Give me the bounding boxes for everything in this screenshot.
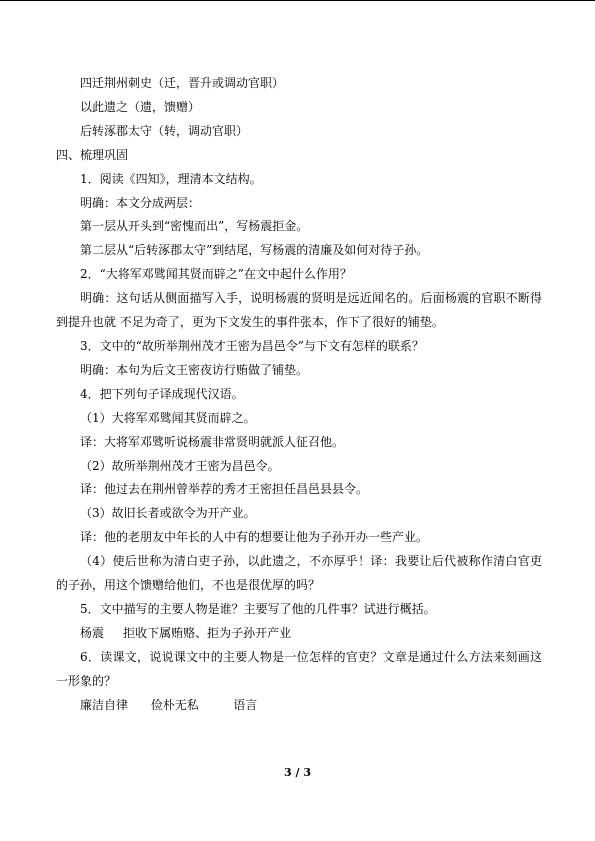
vocab-line-2: 以此遗之（遗，馈赠） [80,99,201,114]
page-number: 3 / 3 [284,766,311,779]
vocab-line-1: 四迁荆州刺史（迁，晋升或调动官职） [80,76,285,90]
answer-5: 杨震 拒收下属贿赂、拒为子孙开产业 [80,625,292,640]
section-heading: 四、梳理巩固 [56,147,129,162]
answer-3: 明确：本句为后文王密夜访行贿做了铺垫。 [80,362,309,377]
translation-1: 译：大将军邓骘听说杨震非常贤明就派人征召他。 [80,434,345,449]
answer-1-part-1: 第一层从开头到“密愧而出”，写杨震拒金。 [80,219,309,234]
question-6: 6．读课文，说说课文中的主要人物是一位怎样的官吏？文章是通过什么方法来刻画这一形象的？ [56,649,542,688]
header-rule [0,0,595,1]
question-3: 3．文中的“故所举荆州茂才王密为昌邑令”与下文有怎样的联系？ [80,338,424,353]
translation-3: 译：他的老朋友中年长的人中有的想要让他为子孙开办一些产业。 [80,530,429,545]
sentence-2: （2）故所举荆州茂才王密为昌邑令。 [80,458,280,473]
sentence-1: （1）大将军邓骘闻其贤而辟之。 [80,410,256,425]
vocab-line-3: 后转涿郡太守（转，调动官职） [80,123,249,138]
question-1: 1．阅读《四知》，理清本文结构。 [80,171,262,186]
question-4: 4．把下列句子译成现代汉语。 [80,386,244,401]
translation-2: 译：他过去在荆州曾举荐的秀才王密担任昌邑县县令。 [80,482,369,497]
answer-1-intro: 明确：本文分成两层： [80,195,201,210]
document-body [56,72,542,717]
question-2: 2．“大将军邓骘闻其贤而辟之”在文中起什么作用？ [80,267,352,282]
sentence-3: （3）故旧长者或欲令为开产业。 [80,506,256,521]
question-5: 5．文中描写的主要人物是谁？主要写了他的几件事？试进行概括。 [80,601,436,616]
answer-1-part-2: 第二层从“后转涿郡太守”到结尾，写杨震的清廉及如何对待子孙。 [80,243,429,258]
answer-2: 明确：这句话从侧面描写入手，说明杨震的贤明是远近闻名的。后面杨震的官职不断得到提升也就 不足为奇了，更为下文发生的事件张本，作下了很好的铺垫。 [56,291,542,330]
sentence-4-with-translation: （4）使后世称为清白吏子孙，以此遗之，不亦厚乎！译：我要让后代被称作清白官吏的子孙，用这个馈赠给他们，不也是很优厚的吗？ [56,554,542,593]
answer-6: 廉洁自律 俭朴无私 语言 [80,697,258,712]
